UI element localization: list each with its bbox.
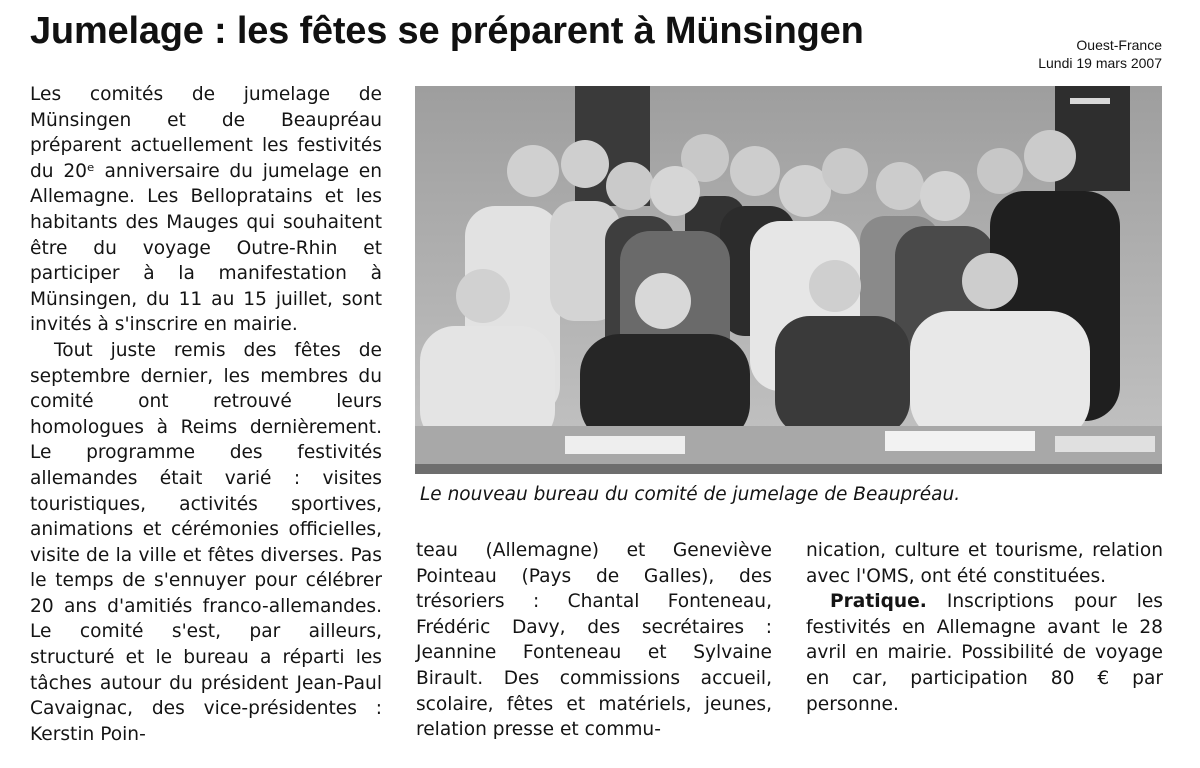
text-column-1	[30, 82, 382, 747]
paragraph-committee-continued: teau (Allemagne) et Geneviève Pointeau (Pays de Galles), des trésoriers : Chantal Fonteneau, Frédéric Davy, des secrétaires : Jeannine Fonteneau et Sylvaine Birault. Des commissions accueil, scolaire, fêtes et matériels, jeunes, relation presse et commu-	[416, 540, 772, 741]
paragraph-pratique	[806, 589, 1163, 717]
text-column-2	[416, 538, 772, 743]
paragraph-intro: Les comités de jumelage de Münsingen et de Beaupréau préparent actuellement les festivités du 20ᵉ anniversaire du jumelage en Allemagne. Les Bellopratains et les habitants des Mauges qui souhaitent être du voyage Outre-Rhin et participer à la manifestation à Münsingen, du 11 au 15 juillet, sont invités à s'inscrire en mairie.	[30, 84, 382, 336]
text-column-3	[806, 538, 1163, 717]
publication-date: Lundi 19 mars 2007	[1038, 55, 1162, 71]
article-source	[1038, 36, 1162, 72]
article-headline: Jumelage : les fêtes se préparent à Münsingen	[30, 10, 864, 52]
pratique-label: Pratique.	[830, 591, 927, 613]
paragraph-committee-end: nication, culture et tourisme, relation avec l'OMS, ont été constituées.	[806, 540, 1163, 587]
pratique-text: Inscriptions pour les festivités en Allemagne avant le 28 avril en mairie. Possibilité de voyage en car, participation 80 € par personne.	[806, 591, 1163, 715]
group-photo	[415, 86, 1162, 474]
photo-caption: Le nouveau bureau du comité de jumelage de Beaupréau.	[420, 484, 961, 505]
publication-name: Ouest-France	[1076, 37, 1162, 53]
paragraph-committee: Tout juste remis des fêtes de septembre dernier, les membres du comité ont retrouvé leurs homologues à Reims dernièrement. Le programme des festivités allemandes était varié : visites touristiques, activités sportives, animations et cérémonies officielles, visite de la ville et fêtes diverses. Pas le temps de s'ennuyer pour célébrer 20 ans d'amitiés franco-allemandes. Le comité s'est, par ailleurs, structuré et le bureau a réparti les tâches autour du président Jean-Paul Cavaignac, des vice-présidentes : Kerstin Poin-	[30, 339, 382, 745]
